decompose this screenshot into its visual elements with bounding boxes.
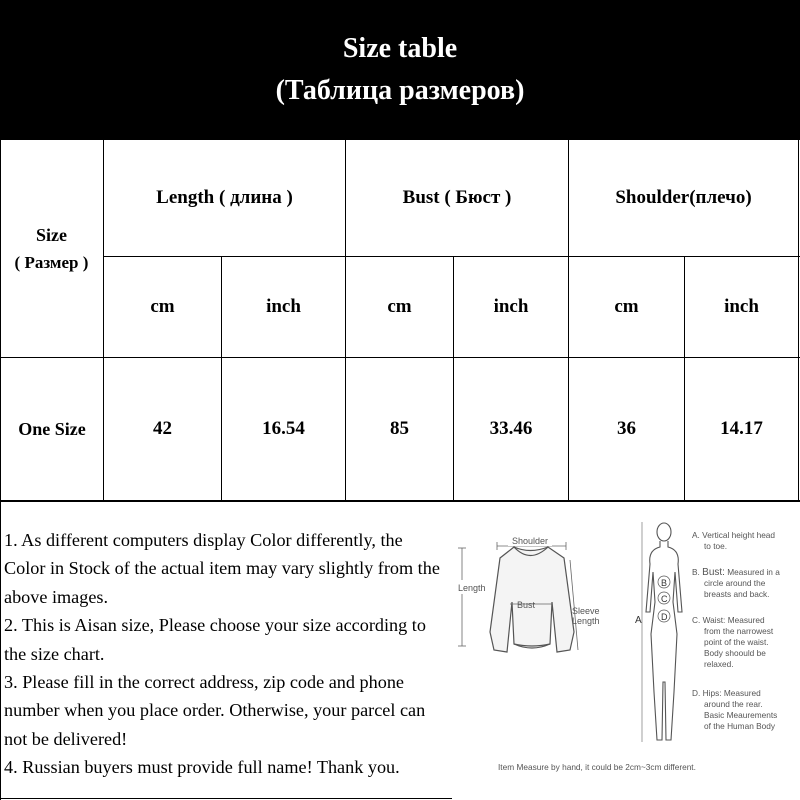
unit-header-shoulder-inch: inch [724, 296, 759, 317]
label-length: Length [458, 583, 486, 593]
measurement-illustration [452, 502, 800, 800]
notes-panel [4, 526, 444, 782]
label-bust: Bust [517, 600, 536, 610]
value-bust-cm: 85 [390, 418, 409, 439]
column-header-bust: Bust ( Бюст ) [402, 187, 512, 208]
label-shoulder: Shoulder [511, 536, 549, 546]
svg-text:Body shoould be: Body shoould be [704, 648, 766, 658]
svg-text:breasts and back.: breasts and back. [704, 589, 770, 599]
value-length-cm: 42 [153, 418, 172, 439]
value-length-inch: 16.54 [262, 418, 305, 439]
note-item: 1. As different computers display Color differently, the Color in Stock of the actual item may vary slightly from the above images. [4, 530, 440, 607]
column-header-length: Length ( длина ) [156, 187, 293, 208]
value-shoulder-inch: 14.17 [720, 418, 763, 439]
marker-b: B [661, 578, 668, 588]
value-bust-inch: 33.46 [489, 418, 533, 439]
label-sleeve-length: Length [572, 616, 600, 626]
unit-header-shoulder-cm: cm [614, 296, 639, 317]
svg-text:C. Waist: Measured: C. Waist: Measured [692, 615, 765, 625]
value-shoulder-cm: 36 [617, 418, 636, 439]
note-item: 3. Please fill in the correct address, zip code and phone number when you place order. Otherwise, your parcel can not be delivered! [4, 672, 426, 749]
marker-a: A [635, 615, 642, 626]
svg-text:relaxed.: relaxed. [704, 659, 734, 669]
measurement-diagram [452, 502, 800, 800]
svg-text:B. Bust: Measured in a: B. Bust: Measured in a [692, 567, 780, 578]
measurement-legend [692, 530, 780, 731]
column-header-shoulder: Shoulder(плечо) [615, 187, 752, 208]
svg-text:circle around the: circle around the [704, 578, 766, 588]
note-item: 2. This is Aisan size, Please choose your size according to the size chart. [4, 615, 426, 664]
row-size-label: One Size [18, 419, 86, 439]
diagram-footnote: Item Measure by hand, it could be 2cm~3cm different. [498, 762, 696, 772]
unit-header-length-cm: cm [150, 296, 175, 317]
unit-header-length-inch: inch [266, 296, 301, 317]
size-column-header [0, 140, 103, 357]
size-header-label: Size [36, 224, 67, 245]
page-title: Size table [342, 33, 458, 64]
body-figure-icon [646, 523, 682, 740]
note-item: 4. Russian buyers must provide full name! Thank you. [4, 757, 400, 778]
svg-text:D. Hips: Measured: D. Hips: Measured [692, 688, 761, 698]
svg-text:around the rear.: around the rear. [704, 699, 763, 709]
svg-text:to toe.: to toe. [704, 541, 728, 551]
label-sleeve: Sleeve [572, 606, 600, 616]
size-header-label-ru: ( Размер ) [14, 252, 89, 272]
page-subtitle: (Таблица размеров) [275, 75, 525, 106]
unit-header-bust-cm: cm [387, 296, 412, 317]
table-header-banner [0, 0, 800, 138]
svg-text:Basic Meaurements: Basic Meaurements [704, 710, 778, 720]
marker-d: D [661, 612, 668, 622]
svg-text:point of the waist.: point of the waist. [704, 637, 769, 647]
svg-text:A. Vertical height head: A. Vertical height head [692, 530, 776, 540]
marker-c: C [661, 594, 668, 604]
svg-text:of the Human Body: of the Human Body [704, 721, 776, 731]
svg-text:from the narrowest: from the narrowest [704, 626, 774, 636]
unit-header-bust-inch: inch [493, 296, 529, 317]
